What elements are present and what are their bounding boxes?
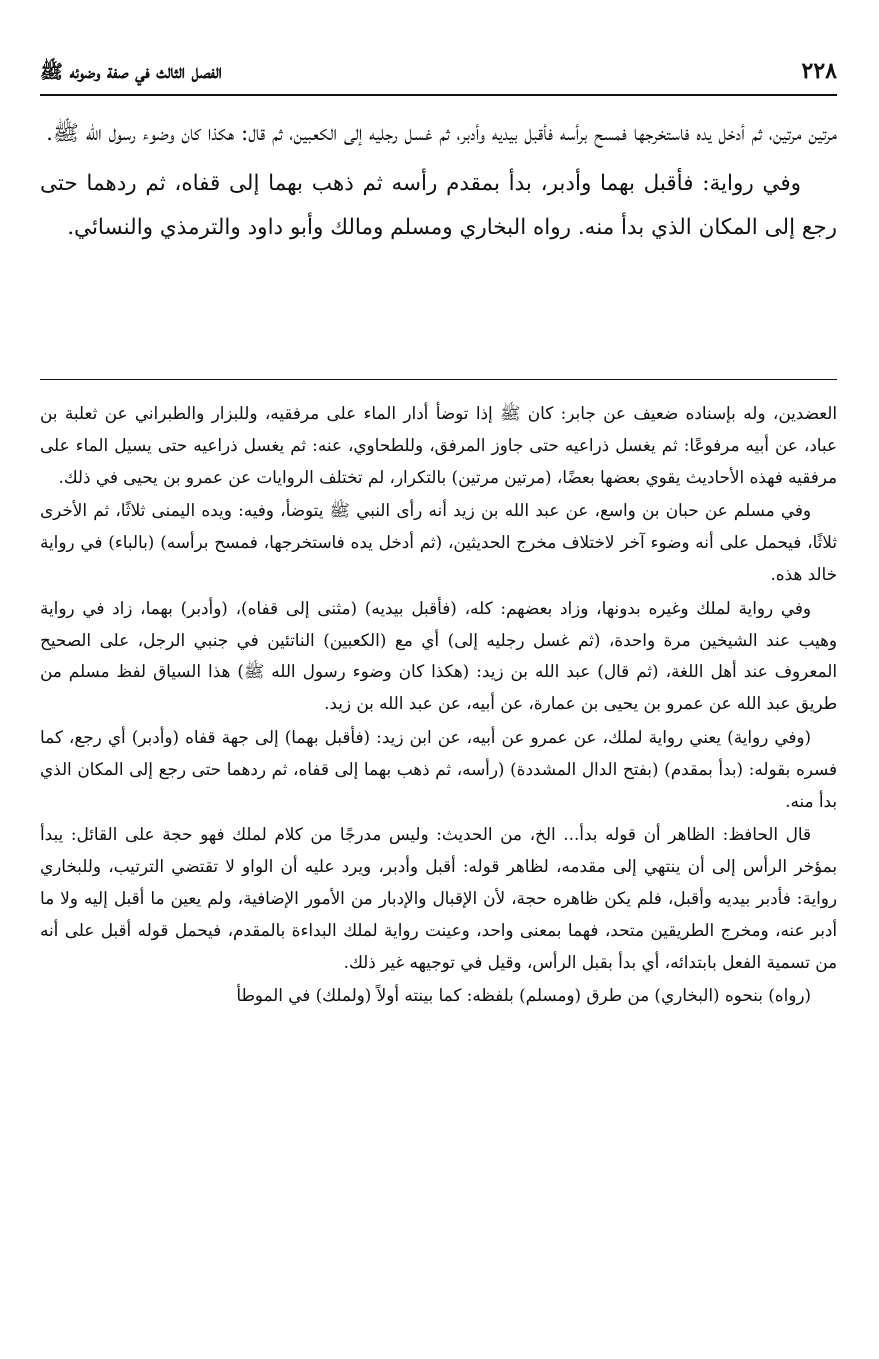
footnote-paragraph: (رواه) بنحوه (البخاري) من طرق (ومسلم) بلفظه: كما بينته أولاً (ولملك) في الموطأ [236,985,811,1006]
footnote-divider [40,379,837,380]
footnote-paragraph: (وفي رواية) يعني رواية لملك، عن عمرو عن أبيه، عن ابن زيد: (فأقبل بهما) إلى جهة قفاه (وأدبر) أي رجع، كما فسره بقوله: (بدأ بمقدم) (بفتح الدال المشددة) (رأسه، ثم ذهب بهما إلى قفاه، ثم ردهما حتى رجع إلى المكان الذي بدأ منه. [40,726,837,811]
footnote-paragraph: العضدين، وله بإسناده ضعيف عن جابر: كان ﷺ إذا توضأ أدار الماء على مرفقيه، وللبزار والطبراني عن ثعلبة بن عباد، عن أبيه مرفوعًا: ثم يغسل ذراعيه حتى جاوز المرفق، وللطحاوي، عنه: ثم يغسل ذراعيه حتى يسيل الماء على مرفقيه فهذه الأحاديث يقوي بعضها بعضًا، (مرتين مرتين) بالتكرار، لم تختلف الروايات عن عمرو بن يحيى في ذلك. [40,403,837,487]
main-paragraph: مرتين مرتين، ثم أدخل يده فاستخرجها فمسح برأسه فأقبل بيديه وأدبر، ثم غسل رجليه إلى الكعبين، ثم قال: هكذا كان وضوء رسول الله ﷺ. [46,121,837,146]
footnote-paragraph: قال الحافظ: الظاهر أن قوله بدأ... الخ، من الحديث: وليس مدرجًا من كلام لملك فهو حجة على القائل: يبدأ بمؤخر الرأس إلى أن ينتهي إلى مقدمه، لظاهر قوله: أقبل وأدبر، ويرد عليه أن الواو لا تقتضي الترتيب، وللبخاري رواية: فأدبر بيديه وأقبل، فلم يكن ظاهره حجة، لأن الإقبال والإدبار من الأمور الإضافية، ولم يعين ما أقبل إليه ولا ما أدبر عنه، ومخرج الطريقين متحد، فهما بمعنى واحد، وعينت رواية لملك البداءة بالمقدم، فيحمل قوله أقبل على أنه من تسمية الفعل بابتدائه، أي بدأ بقبل الرأس، وقيل في توجيهه غير ذلك. [40,824,837,972]
footnote-paragraph: وفي مسلم عن حبان بن واسع، عن عبد الله بن زيد أنه رأى النبي ﷺ يتوضأ، وفيه: ويده اليمنى ثلاثًا، ثم الأخرى ثلاثًا، فيحمل على أنه وضوء آخر لاختلاف مخرج الحديثين، (ثم أدخل يده فاستخرجها، فمسح برأسه) (بالباء) في رواية خالد هذه. [40,500,837,584]
footnote-paragraph: وفي رواية لملك وغيره بدونها، وزاد بعضهم: كله، (فأقبل بيديه) (مثنى إلى قفاه)، (وأدبر) بهما، زاد في رواية وهيب عند الشيخين مرة واحدة، (ثم غسل رجليه إلى) أي مع (الكعبين) الناتئين في جنبي الرجل، على الصحيح المعروف عند أهل اللغة، (ثم قال) عبد الله بن زيد: (هكذا كان وضوء رسول الله ﷺ) هذا السياق لفظ مسلم من طريق عبد الله عن عمرو بن يحيى بن عمارة، عن أبيه، عن عبد الله بن زيد. [40,597,837,714]
footnotes [40,398,837,1014]
main-paragraph: وفي رواية: فأقبل بهما وأدبر، بدأ بمقدم رأسه ثم ذهب بهما إلى قفاه، ثم ردهما حتى رجع إلى المكان الذي بدأ منه. رواه البخاري ومسلم ومالك وأبو داود والترمذي والنسائي. [40,171,837,240]
main-text [40,112,837,256]
page-header [40,58,837,88]
header-divider [40,94,837,96]
page-number: ٢٢٨ [801,58,837,84]
running-chapter-title: الفصل الثالث في صفة وضوئه ﷺ [40,61,222,83]
